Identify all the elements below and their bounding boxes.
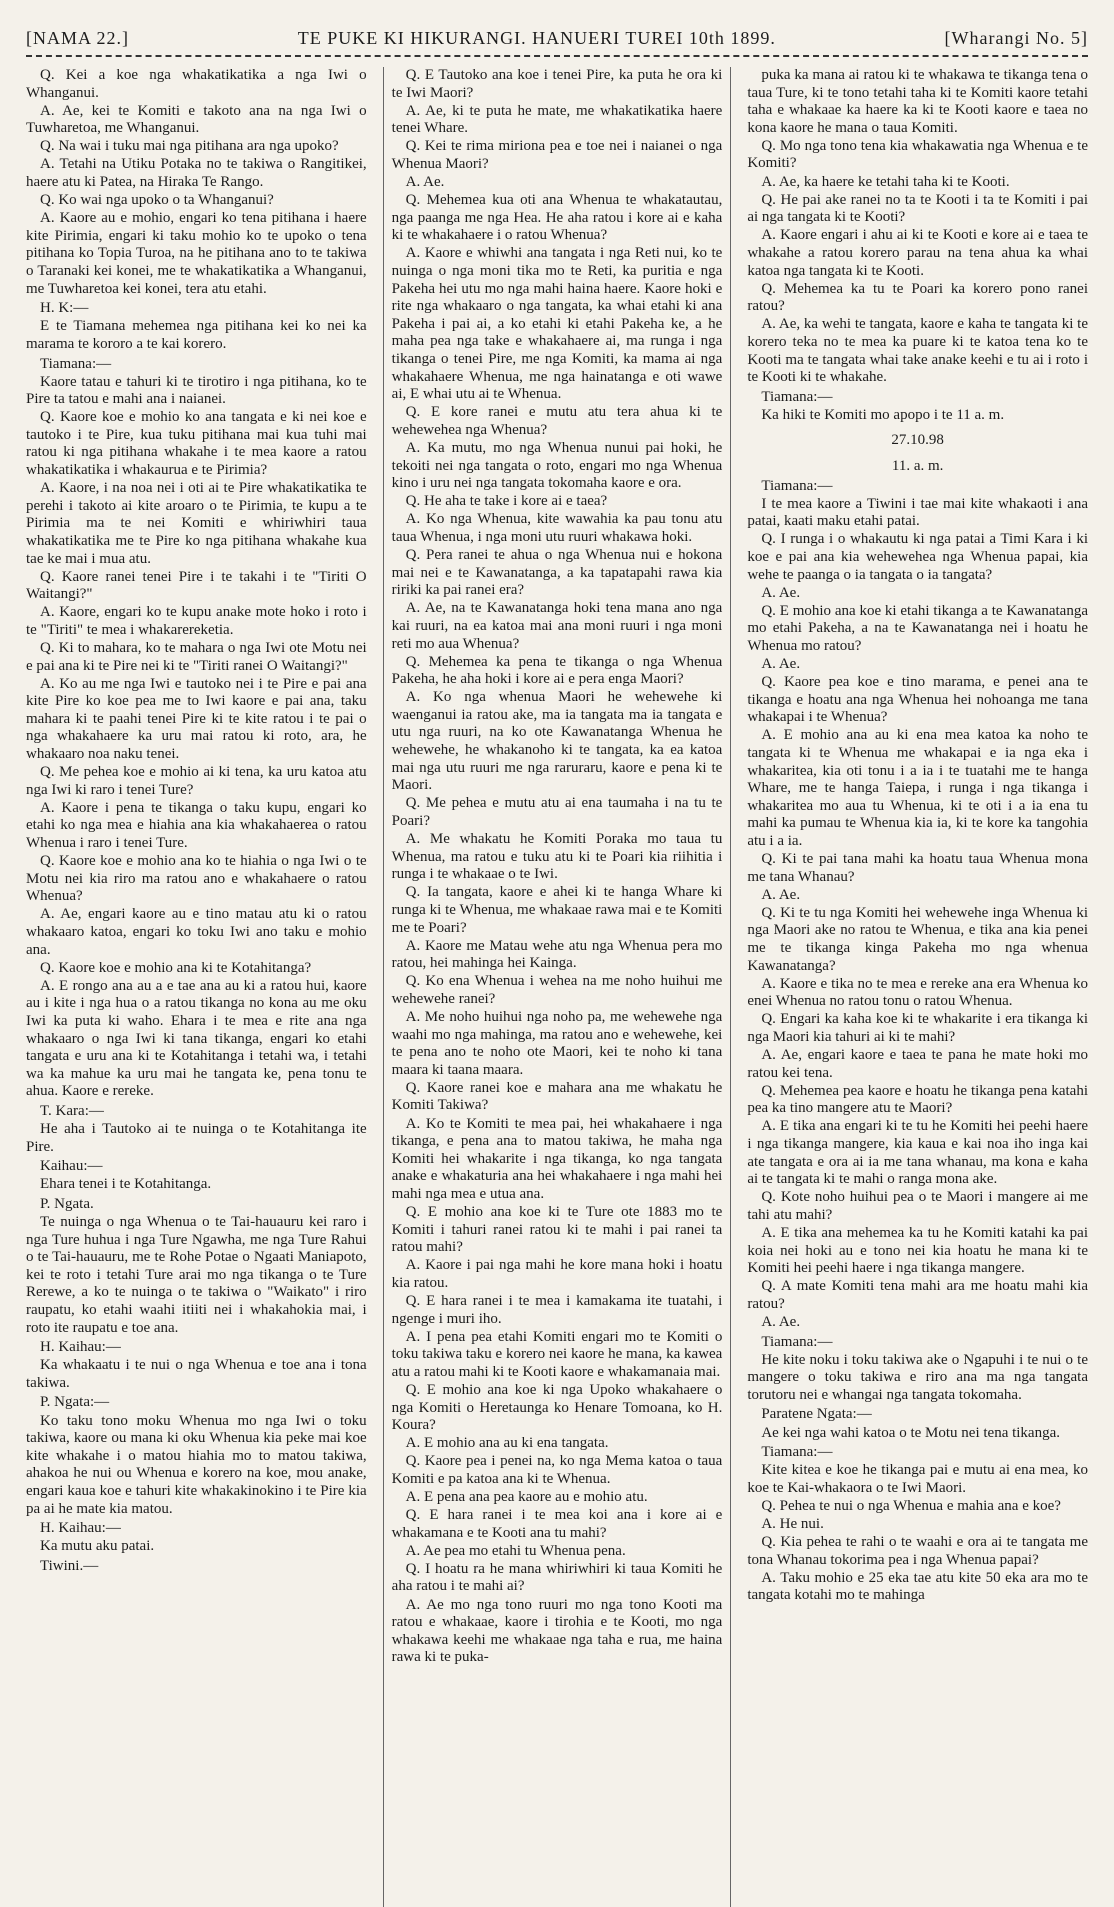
paragraph: A. E mohio ana au ki ena tangata. [405,1435,609,1452]
paragraph: Q. E hara ranei i te mea i kamakama ite tuatahi, i ngenge i muri iho. [391,1292,723,1327]
paragraph: Ae kei nga wahi katoa o te Motu nei tena tikanga. [761,1424,1060,1441]
paragraph: A. Ae, ka wehi te tangata, kaore e kaha te tangata ki te korero teka no te mea ka puare ki te katoa tena ko te Kooti ma te tangata whai take anake keehi e tu ai i roto i te Kooti ki te whakahe. [747,316,1088,386]
paragraph: Q. E kore ranei e mutu atu tera ahua ki te wehewehea nga Whenua? [391,404,723,438]
paragraph: A. Ko nga Whenua, kite wawahia ka pau tonu atu taua Whenua, i nga moni utu ruuri whakawa hoki. [391,511,723,545]
paragraph: Q. He aha te take i kore ai e taea? [405,493,608,510]
paragraph: A. Ae. [761,1313,801,1330]
paragraph: Q. Mehemea kua oti ana Whenua te whakatautau, nga paanga me nga Hea. He aha ratou i kore ai e kaha ki te whakahaere i o ratou Whenua? [391,192,723,244]
paragraph: Q. Kaore pea i penei na, ko nga Mema katoa o taua Komiti e pa katoa ana ki te Whenua. [391,1453,723,1487]
paragraph: Q. Kaore koe e mohio ko ana tangata e ki nei koe e tautoko i te Pire, kua tuku pitihana mai kua tuhi mai ratou ki nga pitihana whakahe i te mea kaore a ratou whakatikatika i whakaurua e te Pirimia? [26,409,367,479]
paragraph: A. E pena ana pea kaore au e mohio atu. [405,1489,648,1505]
paragraph: A. Ae mo nga tono ruuri mo nga tono Kooti ma ratou e whakaae, kaore i tirohia e te Kooti, mo nga whakawa keehi me whakaae nga taha e rua, me haina rawa ki te puka- [391,1596,723,1666]
paragraph: Q. Na wai i tuku mai nga pitihana ara nga upoko? [40,138,339,155]
paragraph: A. Ae. [761,584,801,601]
paragraph: A. E rongo ana au a e tae ana au ki a ratou hui, kaore au i kite i nga hua o a ratou tikanga no kona au me oku Iwi ka puta ki waho. Ehara i te mea e rite ana nga whakaaro o nga Iwi ki tana tikanga, engari ko etahi tangata e uru ana ki te Kotahitanga i tetahi wa, i tetahi wa ka mahue ka uru mai he tangata ke, pena tonu te ahua. Kaore e rereke. [26,977,367,1100]
paragraph: Q. Kaore ranei koe e mahara ana me whakatu he Komiti Takiwa? [391,1079,723,1114]
paragraph: Q. Mehemea pea kaore e hoatu he tikanga pena katahi pea ka tino mangere atu te Maori? [747,1082,1088,1117]
paragraph: Q. Mehemea ka tu te Poari ka korero pono ranei ratou? [747,280,1088,315]
paragraph: Q. Kaore koe e mohio ana ko te hiahia o nga Iwi o te Motu nei kia riro ma ratou ano e whakahaere o ratou Whenua? [26,853,367,905]
paragraph: A. Ae, na te Kawanatanga hoki tena mana ano nga kai ruuri, na ea katoa mai ana moni ruuri i nga moni reti mo aua Whenua? [391,600,723,652]
paragraph: He kite noku i toku takiwa ake o Ngapuhi i te nui o te mangere o toku takiwa e riro ana ma nga tangata torutoru nei e whangai nga tangata tokomaha. [747,1351,1088,1403]
paragraph: A. I pena pea etahi Komiti engari mo te Komiti o toku takiwa taku e korero nei kaore he mana, ka kawea atu a ratou mahi ki te Kooti kaore e whakamanaia mai. [391,1328,723,1380]
paragraph: Q. Ki te tu nga Komiti hei wehewehe inga Whenua ki nga Maori ake no ratou te Whenua, e tika ana kia penei me te tikanga kinga Pakeha mo nga whenua Kawanatanga? [747,904,1088,974]
paragraph: Paratene Ngata:— [761,1406,872,1423]
paragraph: 27.10.98 [891,432,944,449]
column-1 [26,67,367,1907]
paragraph: puka ka mana ai ratou ki te whakawa te tikanga tena o taua Ture, ki te tono tetahi taha ki te Komiti kaore tetahi taha e whakaae ka haere ka ki te Kooti kaore e taea no kona kaore he mana o taua Komiti. [747,67,1088,136]
paragraph: A. Tetahi na Utiku Potaka no te takiwa o Rangitikei, haere atu ki Patea, na Hiraka Te Rango. [26,156,367,191]
paragraph: Q. E mohio ana koe ki etahi tikanga a te Kawanatanga mo etahi Pakeha, a na te Kawanatanga nei i hoatu he Whenua mo ratou? [747,602,1088,654]
paragraph: Q. Kia pehea te rahi o te waahi e ora ai te tangata me tona Whanau tokorima pea i nga Whenua papai? [747,1534,1088,1568]
paragraph: A. Kaore, engari ko te kupu anake mote hoko i roto i te "Tiriti" te mea i whakarereketia. [26,604,367,638]
paragraph: Q. Ko ena Whenua i wehea na me noho huihui me wehewehe ranei? [391,973,723,1007]
paragraph: Q. E hara ranei i te mea koi ana i kore ai e whakamana e te Kooti ana tu mahi? [391,1507,723,1541]
paragraph: H. Kaihau:— [40,1520,121,1537]
paragraph: Ehara tenei i te Kotahitanga. [40,1176,212,1193]
paragraph: A. Kaore me Matau wehe atu nga Whenua pera mo ratou, hei mahinga hei Kainga. [391,937,723,972]
paragraph: A. E tika ana mehemea ka tu he Komiti katahi ka pai koia nei hoki au e tono nei kia hoatu he mana ki te Komiti hei peehi haere i nga tikanga mangere. [747,1225,1088,1277]
paragraph: T. Kara:— [40,1102,104,1119]
paragraph: A. Ko te Komiti te mea pai, hei whakahaere i nga tikanga, e pena ana to matou takiwa, he maha nga Komiti hei whakarite i nga tikanga, ko nga tangata anake e whakaturia ana hei whakahaere i nga mahi hei mahi nga mea e utua ana. [391,1115,723,1202]
column-3 [747,67,1088,1907]
paragraph: A. E tika ana engari ki te tu he Komiti hei peehi haere i nga tikanga mangere, kia kaua e kai noa iho inga kai ate tangata e ora ai ia me tana whanau, ma kona e kaha ai te tangata ki te mahi o ranga mona ake. [747,1118,1088,1188]
paragraph: Tiamana:— [761,477,833,494]
paragraph: A. Ae, engari kaore e taea te pana he mate hoki mo ratou kei tena. [747,1047,1088,1081]
paragraph: Tiwini.— [40,1557,99,1574]
paragraph: Q. I hoatu ra he mana whiriwhiri ki taua Komiti he aha ratou i te mahi ai? [391,1560,723,1595]
paragraph: Q. Kaore koe e mohio ana ki te Kotahitanga? [40,959,312,976]
page-header [26,28,1088,49]
paragraph: A. Ae. [405,174,445,191]
paragraph: A. Kaore i pena te tikanga o taku kupu, engari ko etahi ko nga mea e hiahia ana kia whakahaerea o ratou Whenua i raro i tenei Ture. [26,799,367,852]
masthead-title: TE PUKE KI HIKURANGI. HANUERI TUREI 10th 1899. [297,28,776,48]
paragraph: A. Kaore au e mohio, engari ko tena pitihana i haere kite Pirimia, engari ki taku mohio ko te upoko o tena pitihana ko Topia Turoa, na he pitihana ano to te takiwa o Taranaki kei konei, me te whakatikatika a Whanganui, me Tuwharetoa kei konei, tera atu etahi. [26,210,367,297]
paragraph: Q. I runga i o whakautu ki nga patai a Timi Kara i ki koe e pai ana kia wehewehea nga Whenua papai, kia wehe te paanga o ia tangata o ia tangata? [747,531,1088,583]
paragraph: Q. Engari ka kaha koe ki te whakarite i era tikanga ki nga Maori kia tahuri ai ki te mahi? [747,1011,1088,1045]
paragraph: A. Taku mohio e 25 eka tae atu kite 50 eka ara mo te tangata kotahi mo te mahinga [747,1569,1088,1604]
issue-number: [NAMA 22.] [26,28,129,48]
paragraph: A. Ae, ki te puta he mate, me whakatikatika haere tenei Whare. [391,102,723,137]
paragraph: A. Ae, engari kaore au e tino matau atu ki o ratou whakaaro katoa, engari ko toku Iwi ano taku e mohio ana. [26,906,367,958]
paragraph: A. Kaore engari i ahu ai ki te Kooti e kore ai e taea te whakahe a ratou korero parau na tena ahua ka whai katoa nga tangata ki te Kooti. [747,227,1088,279]
paragraph: Ko taku tono moku Whenua mo nga Iwi o toku takiwa, kaore ou mana ki oku Whenua kia peke mai koe kite whakahe i o matou hiahia mo to matou takiwa, ahakoa he nui ou Whenua e korero na koe, mou anake, engari kaua koe e tahuri kite whakakinokino i te Pire kia pa ai he mate kia matou. [26,1412,367,1517]
columns [26,67,1088,1907]
paragraph: Q. E mohio ana koe ki te Ture ote 1883 mo te Komiti i tahuri ranei ratou ki te mahi i pai ranei ta ratou mahi? [391,1204,723,1256]
paragraph: A. He nui. [761,1516,824,1532]
paragraph: A. Ae. [761,656,801,672]
paragraph: Q. Ki to mahara, ko te mahara o nga Iwi ote Motu nei e pai ana ki te Pire nei ki te "Tiriti ranei O Waitangi?" [26,640,367,674]
paragraph: A. Ae. [761,886,801,903]
paragraph: A. Me whakatu he Komiti Poraka mo taua tu Whenua, ma ratou e tuku atu ki te Poari kia riihitia i runga i te whakaae o te Iwi. [391,831,723,883]
paragraph: 11. a. m. [891,457,944,474]
paragraph: Q. E Tautoko ana koe i tenei Pire, ka puta he ora ki te Iwi Maori? [391,67,723,101]
paragraph: Q. Kote noho huihui pea o te Maori i mangere ai me tahi atu mahi? [747,1189,1088,1223]
paragraph: Q. Kaore ranei tenei Pire i te takahi i te "Tiriti O Waitangi?" [26,568,367,603]
paragraph: Q. Pera ranei te ahua o nga Whenua nui e hokona mai nei e te Kawanatanga, a ka tapatapahi rawa kia ririki ka pai ranei era? [391,547,723,599]
paragraph: E te Tiamana mehemea nga pitihana kei ko nei ka marama te kororo a te kai korero. [26,318,367,352]
paragraph: Ka mutu aku patai. [40,1538,155,1555]
paragraph: Kite kitea e koe he tikanga pai e mutu ai ena mea, ko koe te Kai-whakaora o te Iwi Maori. [747,1462,1088,1496]
paragraph: H. K:— [40,300,89,317]
paragraph: Q. Me pehea koe e mohio ai ki tena, ka uru katoa atu nga Iwi ki raro i tenei Ture? [26,764,367,798]
paragraph: A. E mohio ana au ki ena mea katoa ka noho te tangata ki te Whenua me whakapai e ia nga eka i whakaritea, kia oti tonu i a ia i te tuatahi me te hanga Whare, me te hanga Taiepa, i runga i nga tikanga i whakaritea mo aua tu Whenua, ki te oti i a ia ena tu mahi ka pumau te Whenua kia ia, ki te kore ka tangohia atu i a ia. [747,727,1088,849]
paragraph: A. Kaore i pai nga mahi he kore mana hoki i hoatu kia ratou. [391,1257,723,1291]
paragraph: Ka hiki te Komiti mo apopo i te 11 a. m. [761,406,1005,423]
paragraph: Q. Me pehea e mutu atu ai ena taumaha i na tu te Poari? [391,795,723,829]
paragraph: Te nuinga o nga Whenua o te Tai-hauauru kei raro i nga Ture huhua i nga Ture Ngawha, me nga Ture Rahui o te Tai-hauauru, me te Rohe Potae o Ngaati Maniapoto, kei te roto i tetahi Ture arai mo nga tikanga o te Ture Rerewe, a ko te nuinga o te takiwa o "Waikato" i riro raupatu, ko etahi waahi itiiti nei i whakahokia mai, i roto ite raupatu e toe ana. [26,1214,367,1336]
paragraph: P. Ngata. [40,1195,94,1212]
paragraph: Q. He pai ake ranei no ta te Kooti i ta te Komiti i pai ai nga tangata ki te Kooti? [747,191,1088,226]
paragraph: Q. Mehemea ka pena te tikanga o nga Whenua Pakeha, he aha hoki i kore ai e pera enga Maori? [391,653,723,688]
paragraph: A. Ka mutu, mo nga Whenua nunui pai hoki, he tekoiti nei nga tangata o roto, engari mo nga Whenua kino i uru nei nga tangata tokomaha kaore e ora. [391,439,723,492]
paragraph: Q. A mate Komiti tena mahi ara me hoatu mahi kia ratou? [747,1278,1088,1312]
paragraph: Tiamana:— [761,1444,833,1461]
paragraph: Tiamana:— [761,1333,833,1350]
paragraph: Ka whakaatu i te nui o nga Whenua e toe ana i tona takiwa. [26,1357,367,1391]
paragraph: A. Kaore e tika no te mea e rereke ana era Whenua ko enei Whenua no ratou tonu o ratou Whenua. [747,975,1088,1010]
paragraph: He aha i Tautoko ai te nuinga o te Kotahitanga ite Pire. [26,1121,367,1155]
paragraph: Q. Kei a koe nga whakatikatika a nga Iwi o Whanganui. [26,67,367,101]
paragraph: A. Kaore, i na noa nei i oti ai te Pire whakatikatika te perehi i takoto ai kite aroaro o te Pirimia, te kupu a te Pirimia ma te nei Komiti e whiriwhiri taua whakatikatika me te Pire ko nga pitihana whakahe kua tae ke mai i mua atu. [26,480,367,567]
paragraph: Q. E mohio ana koe ki nga Upoko whakahaere o nga Komiti o Heretaunga ko Henare Tomoana, ko H. Koura? [391,1381,723,1434]
paragraph: Q. Ko wai nga upoko o ta Whanganui? [40,192,274,209]
paragraph: Q. Kaore pea koe e tino marama, e penei ana te tikanga e hoatu ana nga Whenua hei nohoanga me tana whakapai i te Whenua? [747,674,1088,726]
paragraph: A. Ko nga whenua Maori he wehewehe ki waenganui ia ratou ake, ma ia tangata ma ia tangata e utu nga ruuri, na ko ote Kawanatanga Whenua he wehewehe, he whakanoho ki te tangata, ka ea katoa mai nga utu ruuri me nga raruraru, kaore e pena ki te Maori. [391,689,723,794]
paragraph: Q. Kei te rima miriona pea e toe nei i naianei o nga Whenua Maori? [391,138,723,172]
paragraph: A. Kaore e whiwhi ana tangata i nga Reti nui, ko te nuinga o nga moni tika mo te Reti, ka puritia e nga Pakeha hei utu mo nga mahi haina haere. Kaore hoki e rite nga whakaaro o nga tangata, ka whai etahi ki ana Pakeha i pai ai, a ko etahi ki etahi Pakeha ke, a he maha pea nga take e whakahaere ai, ma runga i nga tikanga o tenei Pire, me nga Komiti, ka mama ai nga whakahaere Whenua, me nga hainatanga e oti wawe ai, E whai utu ai te Whenua. [391,245,723,403]
paragraph: Q. Pehea te nui o nga Whenua e mahia ana e koe? [761,1497,1061,1514]
paragraph: A. Ae, kei te Komiti e takoto ana na nga Iwi o Tuwharetoa, me Whanganui. [26,102,367,137]
paragraph: Tiamana:— [761,388,833,405]
paragraph: Kaihau:— [40,1158,103,1175]
paragraph: Q. Mo nga tono tena kia whakawatia nga Whenua e te Komiti? [747,137,1088,172]
paragraph: P. Ngata:— [40,1394,110,1411]
column-2 [383,67,732,1907]
paragraph: Kaore tatau e tahuri ki te tirotiro i nga pitihana, ko te Pire ta tatou e mahi ana i naianei. [26,373,367,408]
paragraph: A. Me noho huihui nga noho pa, me wehewehe nga waahi mo nga mahinga, ma ratou ano e wehewehe, kei te pena ano te noho ote Maori, kei te noho ki tana maara ki taana maara. [391,1008,723,1078]
paragraph: A. Ae, ka haere ke tetahi taha ki te Kooti. [761,173,1010,190]
paragraph: Q. Ki te pai tana mahi ka hoatu taua Whenua mona me tana Whanau? [747,851,1088,885]
page-number: [Wharangi No. 5] [944,28,1088,48]
paragraph: I te mea kaore a Tiwini i tae mai kite whakaoti i ana patai, kaati maku etahi patai. [747,495,1088,530]
header-rule [26,55,1088,57]
paragraph: A. Ae pea mo etahi tu Whenua pena. [405,1542,626,1559]
paragraph: A. Ko au me nga Iwi e tautoko nei i te Pire e pai ana kite Pire ko koe pea me to Iwi kaore e pai ana, taku mahara ki te paahi tenei Pire ki te kite ratou i te pai o nga whakahaere ka uru mai ratou ki roto, ara, he whakaaro noa naku tenei. [26,675,367,763]
paragraph: Tiamana:— [40,355,112,372]
paragraph: H. Kaihau:— [40,1339,121,1356]
paragraph: Q. Ia tangata, kaore e ahei ki te hanga Whare ki runga ki te Whenua, me whakaae rawa mai e te Komiti me te Poari? [391,884,723,936]
